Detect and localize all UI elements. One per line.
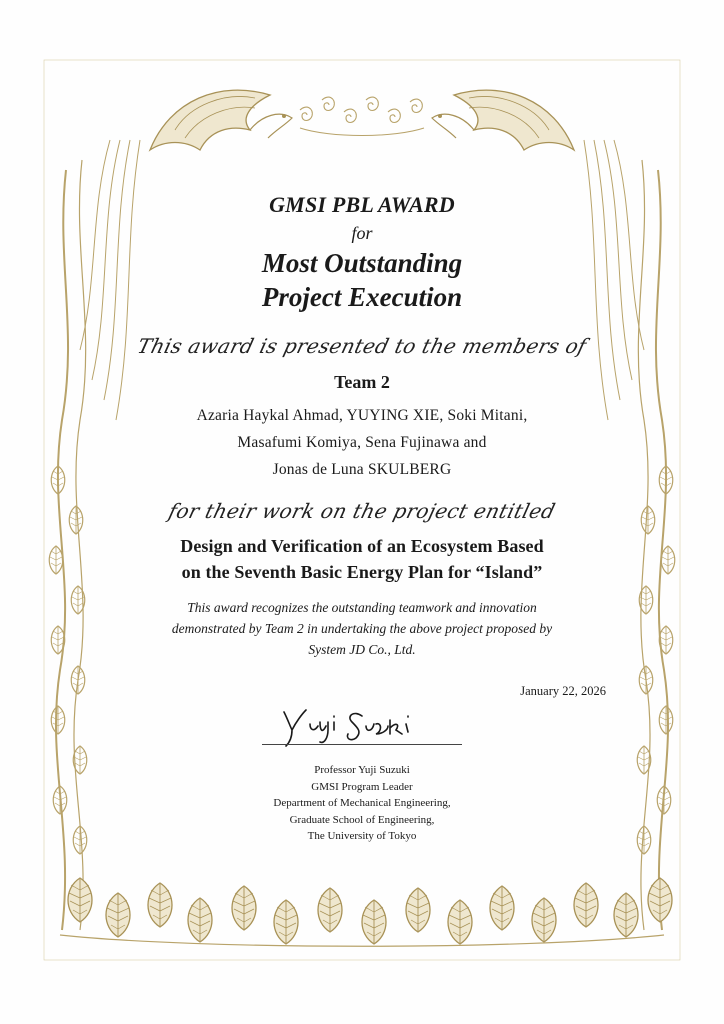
signatory-name: Professor Yuji Suzuki: [314, 764, 410, 776]
member-line: Jonas de Luna SKULBERG: [272, 461, 452, 478]
signatory-school: Graduate School of Engineering,: [289, 813, 435, 826]
award-for: for: [351, 223, 373, 243]
signatory-university: The University of Tokyo: [307, 830, 417, 842]
project-title: [120, 533, 604, 585]
project-title-line2: on the Seventh Basic Energy Plan for “Island”: [181, 562, 543, 582]
presented-line: This award is presented to the members of: [134, 334, 590, 358]
recognition-line: System JD Co., Ltd.: [308, 642, 416, 657]
award-name-line2: Project Execution: [261, 282, 463, 312]
award-name-line1: Most Outstanding: [261, 248, 463, 278]
certificate-body: [120, 190, 604, 660]
award-date: January 22, 2026: [520, 684, 606, 698]
signature-graphic: [262, 700, 462, 750]
signature-line: [262, 744, 462, 745]
phoenix-left-icon: [150, 90, 292, 150]
signatory-title: GMSI Program Leader: [311, 780, 413, 793]
member-line: Masafumi Komiya, Sena Fujinawa and: [237, 434, 487, 451]
leaf-icon: [68, 878, 672, 944]
award-title: GMSI PBL AWARD: [269, 192, 455, 217]
work-line: for their work on the project entitled: [166, 499, 558, 523]
recognition-line: demonstrated by Team 2 in undertaking the above project proposed by: [171, 621, 553, 636]
signatory-block: [212, 762, 512, 845]
member-line: Azaria Haykal Ahmad, YUYING XIE, Soki Mitani,: [196, 407, 528, 424]
recognition-line: This award recognizes the outstanding teamwork and innovation: [187, 600, 537, 615]
project-title-line1: Design and Verification of an Ecosystem Based: [180, 536, 544, 556]
phoenix-right-icon: [432, 90, 574, 150]
team-name: Team 2: [334, 372, 390, 392]
signatory-department: Department of Mechanical Engineering,: [273, 797, 451, 809]
signature: [262, 700, 462, 750]
